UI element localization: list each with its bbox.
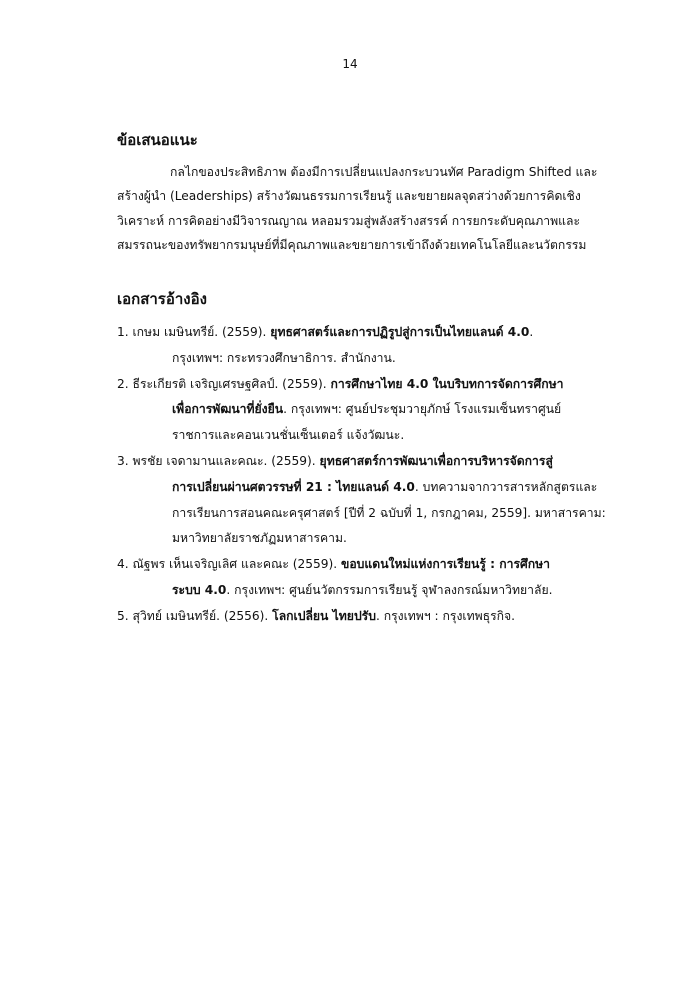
- reference-text: การเรียนการสอนคณะครุศาสตร์ [ปีที่ 2 ฉบับที่ 1, กรกฎาคม, 2559]. มหาสารคาม:: [172, 505, 606, 520]
- reference-text: . บทความจากวารสารหลักสูตรและ: [414, 479, 598, 494]
- reference-author: 4. ณัฐพร เห็นเจริญเลิศ และคณะ (2559).: [117, 557, 342, 572]
- reference-text: .: [529, 325, 534, 339]
- reference-publisher: ราชการและคอนเวนชั่นเซ็นเตอร์ แจ้งวัฒนะ.: [172, 428, 405, 443]
- reference-author: 1. เกษม เมษินทรีย์. (2559).: [117, 325, 271, 339]
- reference-publisher: มหาวิทยาลัยราชภัฏมหาสารคาม.: [172, 531, 347, 546]
- reference-title: ขอบแดนใหม่แห่งการเรียนรู้ : การศึกษา: [341, 557, 550, 572]
- reference-line: [117, 604, 617, 630]
- reference-line: [117, 449, 617, 475]
- reference-line: [117, 578, 617, 604]
- reference-text: . กรุงเทพฯ: ศูนย์นวัตกรรมการเรียนรู้ จุฬาลงกรณ์มหาวิทยาลัย.: [226, 582, 553, 597]
- reference-line: [117, 320, 617, 346]
- reference-title: ระบบ 4.0: [172, 582, 227, 597]
- reference-author: 2. ธีระเกียรติ เจริญเศรษฐศิลป์. (2559).: [117, 376, 331, 391]
- recommendations-paragraph: [117, 160, 600, 257]
- reference-title: ยุทธศาสตร์การพัฒนาเพื่อการบริหารจัดการสู่: [319, 453, 553, 468]
- paragraph-line: สมรรถนะของทรัพยากรมนุษย์ที่มีคุณภาพและขยายการเข้าถึงด้วยเทคโนโลยีและนวัตกรรม: [117, 237, 587, 252]
- paragraph-line: สร้างผู้นำ (Leaderships) สร้างวัฒนธรรมการเรียนรู้ และขยายผลจุดสว่างด้วยการคิดเชิง: [117, 189, 581, 204]
- reference-item: [117, 449, 617, 552]
- reference-list: [117, 320, 617, 630]
- reference-author: 3. พรชัย เจดามานและคณะ. (2559).: [117, 453, 320, 468]
- reference-title: โลกเปลี่ยน ไทยปรับ: [272, 608, 376, 623]
- reference-item: [117, 552, 617, 604]
- reference-text: . กรุงเทพฯ : กรุงเทพธุรกิจ.: [375, 608, 516, 623]
- reference-title: เพื่อการพัฒนาที่ยั่งยืน: [172, 402, 284, 417]
- reference-item: [117, 320, 617, 372]
- reference-title: การเปลี่ยนผ่านศตวรรษที่ 21 : ไทยแลนด์ 4.0: [172, 479, 415, 494]
- recommendations-heading: ข้อเสนอแนะ: [117, 131, 198, 149]
- paragraph-line: กลไกของประสิทธิภาพ ต้องมีการเปลี่ยนแปลงกระบวนทัศ Paradigm Shifted และ: [170, 165, 598, 179]
- reference-title: ยุทธศาสตร์และการปฏิรูปสู่การเป็นไทยแลนด์ 4.0: [270, 325, 530, 339]
- reference-item: [117, 372, 617, 449]
- paragraph-line: วิเคราะห์ การคิดอย่างมีวิจารณญาณ หลอมรวมสู่พลังสร้างสรรค์ การยกระดับคุณภาพและ: [117, 213, 581, 228]
- reference-line: [117, 397, 617, 423]
- page-number: 14: [342, 57, 358, 71]
- reference-title: การศึกษาไทย 4.0 ในบริบทการจัดการศึกษา: [330, 376, 564, 391]
- reference-line: [117, 552, 617, 578]
- references-heading: เอกสารอ้างอิง: [117, 290, 207, 308]
- reference-author: 5. สุวิทย์ เมษินทรีย์. (2556).: [117, 608, 273, 623]
- reference-item: [117, 604, 617, 630]
- reference-text: . กรุงเทพฯ: ศูนย์ประชุมวายุภักษ์ โรงแรมเซ็นทราศูนย์: [283, 402, 562, 417]
- reference-line: [117, 372, 617, 398]
- reference-publisher: กรุงเทพฯ: กระทรวงศึกษาธิการ. สำนักงาน.: [172, 350, 396, 365]
- reference-line: [117, 475, 617, 501]
